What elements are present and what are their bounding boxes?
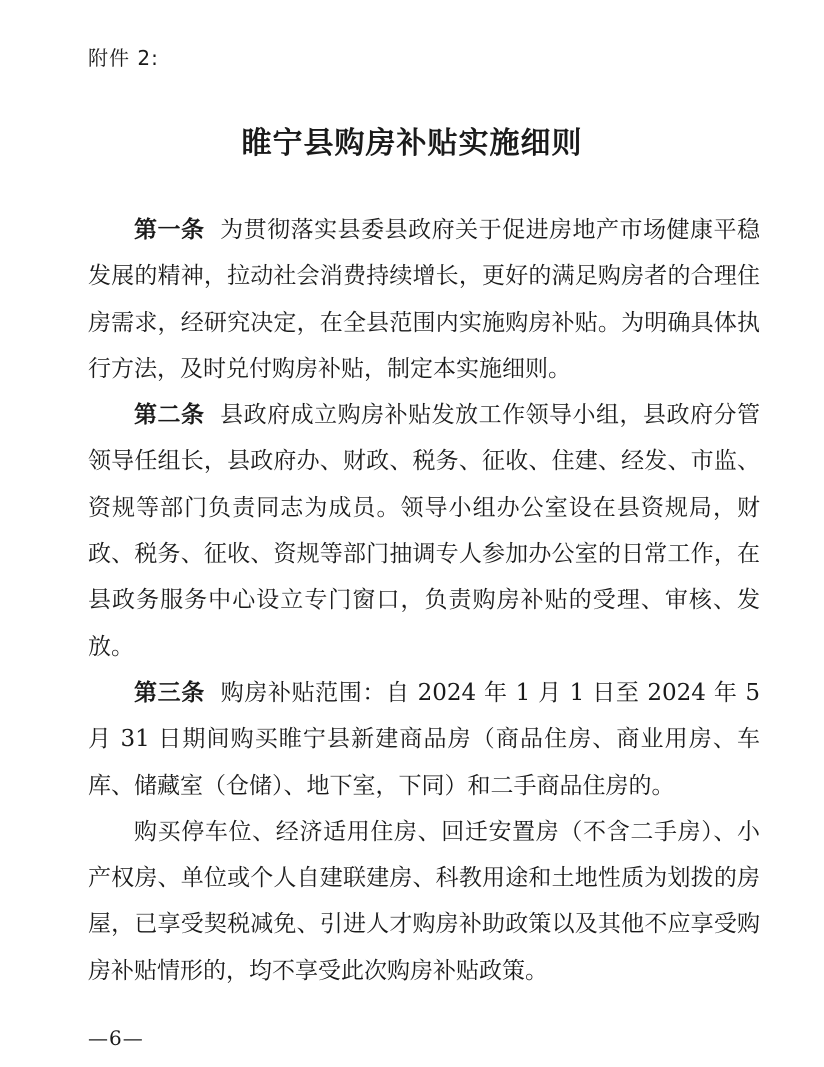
page-number: —6— (88, 1026, 144, 1050)
article-3 (88, 670, 760, 809)
article-heading: 第三条 (134, 679, 205, 706)
article-text: 为贯彻落实县委县政府关于促进房地产市场健康平稳发展的精神，拉动社会消费持续增长，更好的满足购房者的合理住房需求，经研究决定，在全县范围内实施购房补贴。为明确具体执行方法，及时兑付购房补贴，制定本实施细则。 (88, 217, 761, 382)
article-text: 购房补贴范围：自 2024 年 1 月 1 日至 2024 年 5 月 31 日期间购买睢宁县新建商品房（商品住房、商业用房、车库、储藏室（仓储）、地下室，下同）和二手商品住房的。 (88, 679, 761, 799)
article-heading: 第二条 (134, 402, 205, 429)
document-body (88, 207, 760, 994)
article-text: 购买停车位、经济适用住房、回迁安置房（不含二手房）、小产权房、单位或个人自建联建房、科教用途和土地性质为划拨的房屋，已享受契税减免、引进人才购房补助政策以及其他不应享受购房补贴情形的，均不享受此次购房补贴政策。 (88, 818, 760, 984)
article-text: 县政府成立购房补贴发放工作领导小组，县政府分管领导任组长，县政府办、财政、税务、征收、住建、经发、市监、资规等部门负责同志为成员。领导小组办公室设在县资规局，财政、税务、征收、资规等部门抽调专人参加办公室的日常工作，在县政务服务中心设立专门窗口，负责购房补贴的受理、审核、发放。 (88, 402, 761, 660)
article-heading: 第一条 (134, 217, 205, 243)
document-title: 睢宁县购房补贴实施细则 (241, 126, 583, 161)
article-1 (88, 207, 760, 392)
attachment-label: 附件 2: (88, 46, 159, 70)
article-2 (88, 392, 760, 670)
article-3-continuation (88, 809, 760, 994)
